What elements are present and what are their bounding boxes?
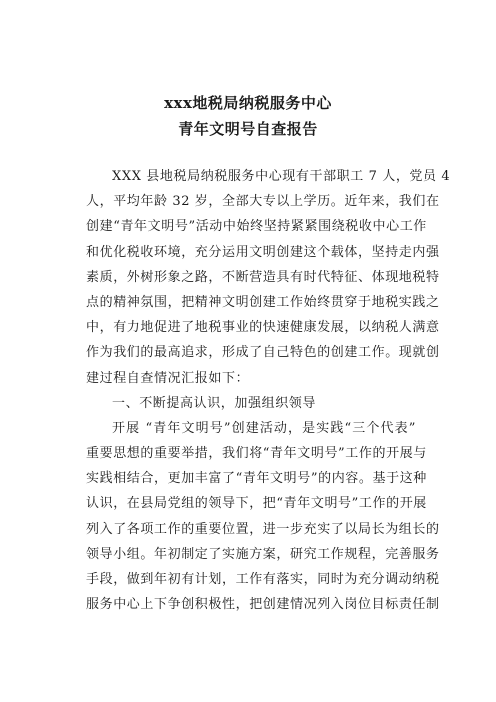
- paragraph-line: 素质，外树形象之路，不断营造具有时代特征、体现地税特: [86, 269, 440, 285]
- paragraph-line: 建过程自查情况汇报如下：: [86, 370, 250, 386]
- paragraph-line: 列入了各项工作的重要位置，进一步充实了以局长为组长的: [86, 521, 440, 537]
- paragraph-line: 中，有力地促进了地税事业的快速健康发展，以纳税人满意: [86, 320, 440, 336]
- paragraph-line: 点的精神氛围，把精神文明创建工作始终贯穿于地税实践之: [86, 294, 440, 310]
- paragraph-line: 重要思想的重要举措，我们将“青年文明号”工作的开展与: [86, 446, 427, 462]
- paragraph-line: 认识，在县局党组的领导下，把“青年文明号”工作的开展: [86, 496, 427, 512]
- paragraph-line: 开展 “青年文明号”创建活动，是实践“三个代表”: [112, 420, 416, 436]
- document-body: [86, 164, 451, 617]
- paragraph-line: 作为我们的最高追求，形成了自己特色的创建工作。现就创: [86, 345, 440, 361]
- paragraph-line: XXX 县地税局纳税服务中心现有干部职工 7 人，党员 4: [112, 169, 451, 184]
- paragraph-line: 手段，做到年初有计划，工作有落实，同时为充分调动纳税: [86, 572, 440, 587]
- paragraph-line: 创建“青年文明号”活动中始终坚持紧紧围绕税收中心工作: [86, 219, 427, 235]
- document-title-line2: 青年文明号自查报告: [178, 120, 318, 138]
- paragraph-line: 和优化税收环境，充分运用文明创建这个载体，坚持走内强: [86, 244, 440, 260]
- section-heading: 一、不断提高认识，加强组织领导: [112, 395, 317, 411]
- paragraph-line: 实践相结合，更加丰富了“青年文明号”的内容。基于这种: [86, 471, 427, 487]
- paragraph-line: 人，平均年龄 32 岁，全部大专以上学历。近年来，我们在: [86, 194, 440, 210]
- paragraph-line: 服务中心上下争创积极性，把创建情况列入岗位目标责任制: [86, 597, 440, 613]
- document-title-line1: xxx地税局纳税服务中心: [164, 94, 332, 112]
- paragraph-line: 领导小组。年初制定了实施方案，研究工作规程，完善服务: [86, 546, 440, 562]
